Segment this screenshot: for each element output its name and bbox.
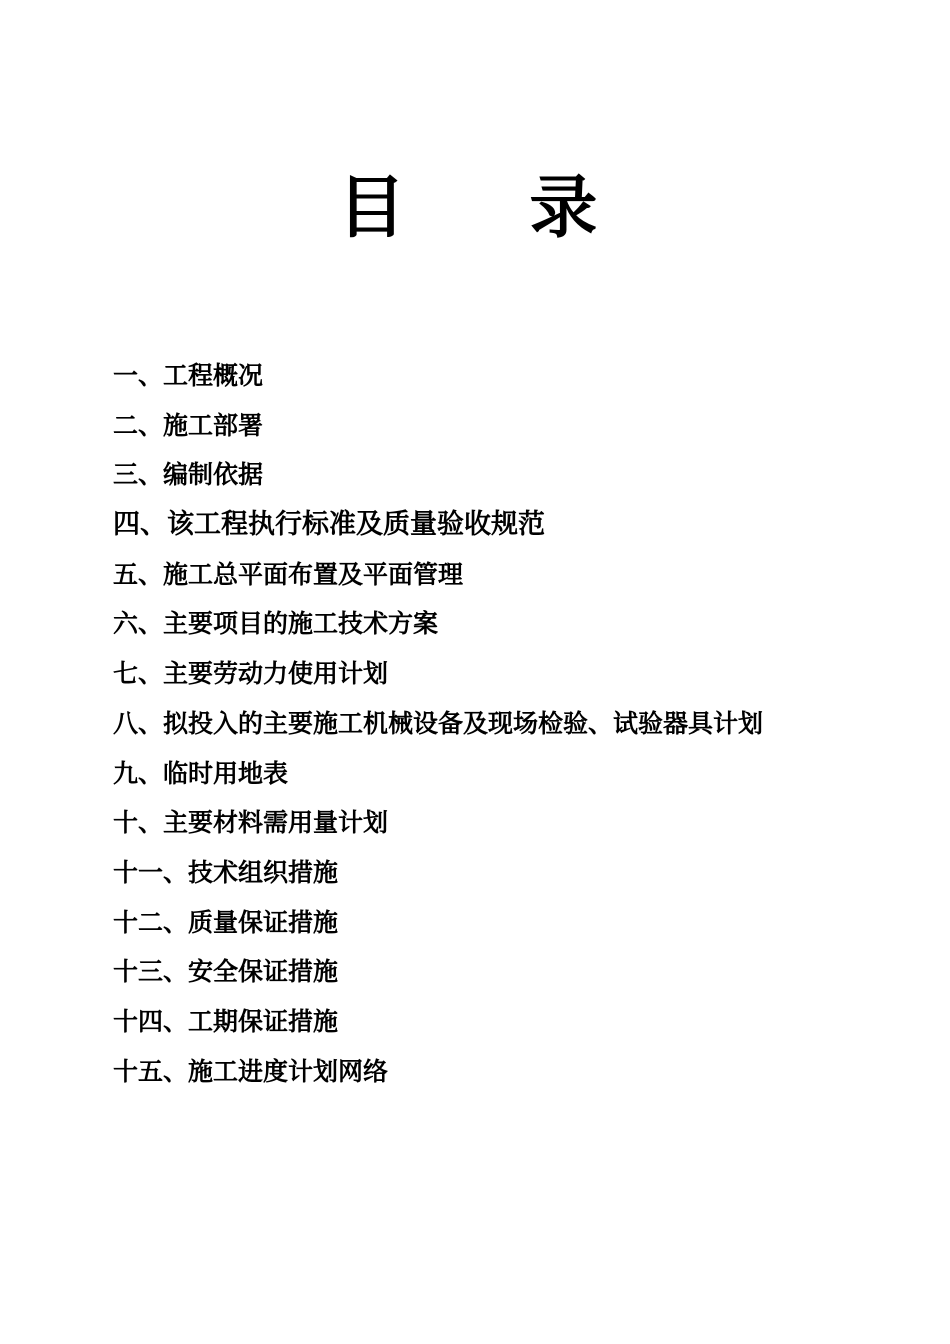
toc-item-4[interactable]: 四、该工程执行标准及质量验收规范 [113, 509, 545, 541]
page-title: 目 录 [337, 168, 648, 248]
toc-item-12[interactable]: 十二、质量保证措施 [113, 907, 339, 937]
toc-item-10[interactable]: 十、主要材料需用量计划 [113, 808, 389, 838]
toc-item-1[interactable]: 一、工程概况 [113, 361, 264, 390]
table-of-contents [113, 356, 763, 1101]
toc-item-8[interactable]: 八、拟投入的主要施工机械设备及现场检验、试验器具计划 [113, 708, 764, 738]
toc-item-15[interactable]: 十五、施工进度计划网络 [113, 1056, 389, 1086]
toc-item-14[interactable]: 十四、工期保证措施 [113, 1006, 339, 1036]
toc-item-5[interactable]: 五、施工总平面布置及平面管理 [113, 559, 464, 589]
toc-item-3[interactable]: 三、编制依据 [113, 460, 264, 490]
toc-item-6[interactable]: 六、主要项目的施工技术方案 [113, 609, 439, 639]
toc-item-13[interactable]: 十三、安全保证措施 [113, 957, 339, 987]
toc-item-2[interactable]: 二、施工部署 [113, 410, 264, 440]
toc-item-11[interactable]: 十一、技术组织措施 [113, 857, 339, 887]
toc-item-9[interactable]: 九、临时用地表 [113, 758, 289, 788]
toc-item-7[interactable]: 七、主要劳动力使用计划 [113, 659, 389, 689]
